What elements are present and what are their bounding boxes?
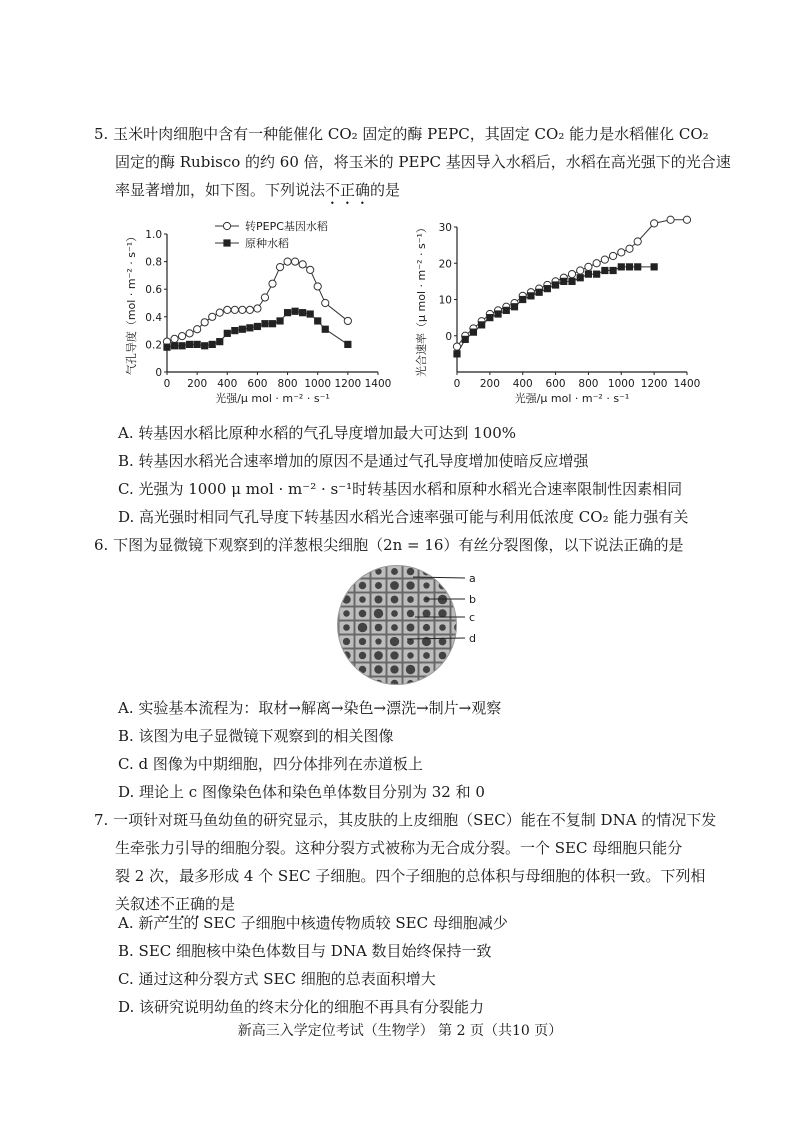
nucleus (391, 568, 398, 575)
data-point (560, 278, 567, 285)
data-point (667, 216, 674, 223)
x-tick-label: 800 (277, 378, 298, 390)
data-point (651, 263, 658, 270)
data-point (186, 330, 193, 337)
cell (339, 565, 354, 578)
nucleus (423, 582, 429, 588)
data-point (269, 280, 276, 287)
y-tick-label: 0.2 (145, 339, 162, 352)
nucleus (374, 609, 383, 618)
nucleus (423, 596, 429, 602)
data-point (494, 310, 501, 317)
q5-figure (110, 212, 710, 412)
data-point (224, 306, 231, 313)
cell (451, 579, 466, 592)
nucleus (439, 624, 446, 631)
cell (451, 635, 466, 648)
q6-option-a: A. 实验基本流程为：取材→解离→染色→漂洗→制片→观察 (118, 699, 502, 717)
nucleus (375, 624, 383, 632)
nucleus (359, 582, 366, 589)
nucleus (358, 679, 367, 688)
nucleus (406, 581, 414, 589)
x-tick-label: 800 (578, 378, 599, 390)
data-point (503, 307, 510, 314)
data-point (651, 220, 658, 227)
nucleus (438, 595, 447, 604)
nucleus (391, 624, 398, 631)
data-point (462, 336, 469, 343)
nucleus (390, 665, 398, 673)
cell (451, 593, 466, 606)
nucleus (455, 582, 462, 589)
x-tick-label: 1400 (364, 378, 392, 390)
q7-stem-line2: 生牵张力引导的细胞分裂。这种分裂方式被称为无合成分裂。一个 SEC 母细胞只能分 (115, 839, 683, 857)
data-point (609, 252, 616, 259)
y-tick-label: 0 (445, 330, 452, 343)
q6-option-b: B. 该图为电子显微镜下观察到的相关图像 (118, 727, 394, 745)
data-point (201, 342, 208, 349)
data-point (209, 313, 216, 320)
data-point (163, 344, 170, 351)
nucleus (439, 652, 447, 660)
data-point (634, 238, 641, 245)
data-point (527, 292, 534, 299)
data-point (601, 256, 608, 263)
x-tick-label: 200 (479, 378, 500, 390)
cell (419, 565, 434, 578)
nucleus (343, 666, 349, 672)
nucleus (374, 665, 382, 673)
nucleus (423, 652, 430, 659)
data-point (209, 341, 216, 348)
data-point (585, 271, 592, 278)
nucleus (455, 652, 461, 658)
q6-stem: 6. 下图为显微镜下观察到的洋葱根尖细胞（2n = 16）有丝分裂图像，以下说法正确的是 (94, 536, 684, 554)
nucleus (343, 638, 350, 645)
data-point (322, 299, 329, 306)
y-axis-label: 气孔导度（mol · m⁻² · s⁻¹） (125, 230, 138, 376)
nucleus (407, 596, 414, 603)
nucleus (455, 666, 463, 674)
data-point (683, 216, 690, 223)
nucleus (454, 623, 463, 632)
data-point (178, 333, 185, 340)
x-tick-label: 1000 (304, 378, 332, 390)
nucleus (455, 638, 462, 645)
data-point (231, 327, 238, 334)
nucleus (391, 610, 398, 617)
data-point (618, 263, 625, 270)
nucleus (390, 637, 399, 646)
nucleus (375, 582, 382, 589)
data-point (593, 271, 600, 278)
cell (339, 677, 354, 688)
data-point (478, 321, 485, 328)
data-point (544, 285, 551, 292)
nucleus (342, 581, 350, 589)
pointer-label-a: a (469, 572, 476, 585)
y-tick-label: 0.4 (145, 311, 162, 324)
nucleus (454, 595, 463, 604)
data-point (626, 245, 633, 252)
q5-emphasis: 不正确 (325, 181, 371, 199)
data-point (470, 329, 477, 336)
chart-stomatal-conductance (124, 219, 391, 405)
micrograph (335, 563, 495, 688)
x-tick-label: 400 (217, 378, 238, 390)
data-point (276, 317, 283, 324)
cell (355, 677, 370, 688)
data-point (239, 326, 246, 333)
cell (435, 565, 450, 578)
cell (451, 565, 466, 578)
y-axis-label: 光合速率（μ mol · m⁻² · s⁻¹） (415, 222, 428, 377)
cell (451, 607, 466, 620)
pointer-label-d: d (469, 632, 476, 645)
cell (435, 677, 450, 688)
nucleus (343, 610, 349, 616)
data-point (239, 306, 246, 313)
nucleus (454, 567, 463, 576)
chart-photosynthesis-rate (414, 216, 700, 405)
x-tick-label: 1200 (640, 378, 668, 390)
data-point (231, 306, 238, 313)
data-point (216, 309, 223, 316)
data-point (261, 294, 268, 301)
nucleus (359, 596, 366, 603)
data-point (568, 278, 575, 285)
nucleus (343, 624, 350, 631)
pointer-label-b: b (469, 593, 476, 606)
data-point (194, 326, 201, 333)
nucleus (359, 652, 366, 659)
nucleus (406, 665, 415, 674)
nucleus (390, 651, 398, 659)
x-tick-label: 200 (187, 378, 208, 390)
data-point (299, 261, 306, 268)
nucleus (423, 610, 431, 618)
legend-marker (223, 239, 230, 246)
q6-option-d: D. 理论上 c 图像染色体和染色单体数目分别为 32 和 0 (118, 783, 485, 801)
cell (451, 649, 466, 662)
data-point (307, 266, 314, 273)
data-point (626, 263, 633, 270)
x-tick-label: 600 (247, 378, 268, 390)
data-point (511, 303, 518, 310)
data-point (216, 338, 223, 345)
cell (435, 663, 450, 676)
data-point (618, 249, 625, 256)
data-point (194, 341, 201, 348)
y-tick-label: 1.0 (145, 229, 162, 241)
nucleus (438, 609, 446, 617)
x-tick-label: 0 (453, 378, 461, 390)
data-point (224, 330, 231, 337)
nucleus (343, 680, 351, 688)
nucleus (391, 596, 399, 604)
q5-option-b: B. 转基因水稻光合速率增加的原因不是通过气孔导度增加使暗反应增强 (118, 452, 589, 470)
q7-emphasis: 不正确 (160, 895, 206, 913)
nucleus (438, 679, 447, 688)
data-point (299, 309, 306, 316)
nucleus (359, 638, 366, 645)
nucleus (407, 610, 415, 618)
nucleus (358, 623, 368, 633)
nucleus (423, 680, 430, 687)
cell (451, 621, 466, 634)
cell (339, 579, 354, 592)
data-point (171, 335, 178, 342)
x-tick-label: 1400 (673, 378, 701, 390)
data-point (254, 305, 261, 312)
q7-stem-line3: 裂 2 次，最多形成 4 个 SEC 子细胞。四个子细胞的总体积与母细胞的体积一致。下列相 (115, 867, 706, 885)
q7-stem-line1: 7. 一项针对斑马鱼幼鱼的研究显示，其皮肤的上皮细胞（SEC）能在不复制 DNA 的情况下发 (94, 811, 717, 829)
nucleus (407, 652, 413, 658)
x-axis-label: 光强/μ mol · m⁻² · s⁻¹ (514, 392, 630, 405)
data-point (453, 350, 460, 357)
x-tick-label: 1000 (607, 378, 635, 390)
q5-option-a: A. 转基因水稻比原种水稻的气孔导度增加最大可达到 100% (118, 424, 517, 442)
q7-option-a: A. 新产生的 SEC 子细胞中核遗传物质较 SEC 母细胞减少 (118, 914, 508, 932)
data-point (322, 326, 329, 333)
cell (419, 677, 434, 688)
nucleus (439, 582, 447, 590)
data-point (276, 264, 283, 271)
data-point (178, 342, 185, 349)
q7-option-c: C. 通过这种分裂方式 SEC 细胞的总表面积增大 (118, 970, 436, 988)
q7-option-d: D. 该研究说明幼鱼的终末分化的细胞不再具有分裂能力 (118, 998, 485, 1016)
page-footer: 新高三入学定位考试（生物学） 第 2 页（共10 页） (237, 1023, 563, 1039)
x-tick-label: 400 (512, 378, 533, 390)
data-point (536, 289, 543, 296)
cell (339, 663, 354, 676)
data-point (261, 320, 268, 327)
q6-option-c: C. d 图像为中期细胞，四分体排列在赤道板上 (118, 755, 423, 773)
nucleus (359, 610, 367, 618)
nucleus (375, 638, 381, 644)
data-point (585, 263, 592, 270)
nucleus (407, 568, 415, 576)
data-point (307, 310, 314, 317)
q5-option-d: D. 高光强时相同气孔导度下转基因水稻光合速率强可能与利用低浓度 CO₂ 能力强有关 (118, 508, 689, 526)
data-point (601, 267, 608, 274)
data-point (593, 260, 600, 267)
y-tick-label: 0.6 (145, 284, 162, 297)
data-point (609, 267, 616, 274)
nucleus (374, 651, 383, 660)
data-point (284, 309, 291, 316)
y-tick-label: 20 (438, 258, 452, 271)
nucleus (423, 666, 430, 673)
data-point (186, 341, 193, 348)
y-tick-label: 10 (438, 294, 452, 307)
nucleus (342, 651, 350, 659)
y-tick-label: 0 (155, 367, 162, 379)
data-point (292, 308, 299, 315)
q5-stem-line1: 5. 玉米叶肉细胞中含有一种能催化 CO₂ 固定的酶 PEPC，其固定 CO₂ 能力是水稻催化 CO₂ (94, 125, 709, 143)
data-point (577, 267, 584, 274)
legend-label: 转PEPC基因水稻 (245, 220, 328, 233)
data-point (246, 324, 253, 331)
data-point (254, 323, 261, 330)
nucleus (343, 568, 351, 576)
data-point (314, 283, 321, 290)
nucleus (423, 624, 430, 631)
data-point (568, 271, 575, 278)
data-point (634, 263, 641, 270)
x-axis-label: 光强/μ mol · m⁻² · s⁻¹ (215, 392, 330, 405)
nucleus (455, 680, 461, 686)
data-point (344, 317, 351, 324)
nucleus (407, 624, 415, 632)
nucleus (374, 595, 382, 603)
data-point (171, 342, 178, 349)
y-tick-label: 30 (438, 222, 452, 234)
data-point (292, 258, 299, 265)
legend-label: 原种水稻 (245, 237, 289, 250)
nucleus (391, 680, 399, 688)
q5-stem-line3: 率显著增加，如下图。下列说法不正确的是 (115, 181, 401, 199)
nucleus (390, 581, 399, 590)
cell (451, 663, 466, 676)
data-point (577, 274, 584, 281)
q5-option-c: C. 光强为 1000 μ mol · m⁻² · s⁻¹时转基因水稻和原种水稻光合速率限制性因素相同 (118, 480, 683, 498)
x-tick-label: 0 (163, 378, 171, 390)
q7-option-b: B. SEC 细胞核中染色体数目与 DNA 数目始终保持一致 (118, 942, 492, 960)
data-point (269, 320, 276, 327)
pointer-label-c: c (469, 611, 476, 624)
legend-marker (223, 222, 230, 229)
data-point (552, 281, 559, 288)
y-tick-label: 0.8 (145, 256, 162, 269)
q7-stem-line4: 关叙述不正确的是 (115, 895, 236, 913)
data-point (201, 319, 208, 326)
data-point (246, 306, 253, 313)
x-tick-label: 1200 (334, 378, 362, 390)
data-point (284, 258, 291, 265)
q5-stem-line2: 固定的酶 Rubisco 的约 60 倍，将玉米的 PEPC 基因导入水稻后，水稻在高光强下的光合速 (115, 153, 731, 171)
data-point (314, 317, 321, 324)
x-tick-label: 600 (545, 378, 566, 390)
data-point (486, 314, 493, 321)
cell (451, 677, 466, 688)
nucleus (439, 568, 445, 574)
data-point (344, 341, 351, 348)
data-point (519, 296, 526, 303)
